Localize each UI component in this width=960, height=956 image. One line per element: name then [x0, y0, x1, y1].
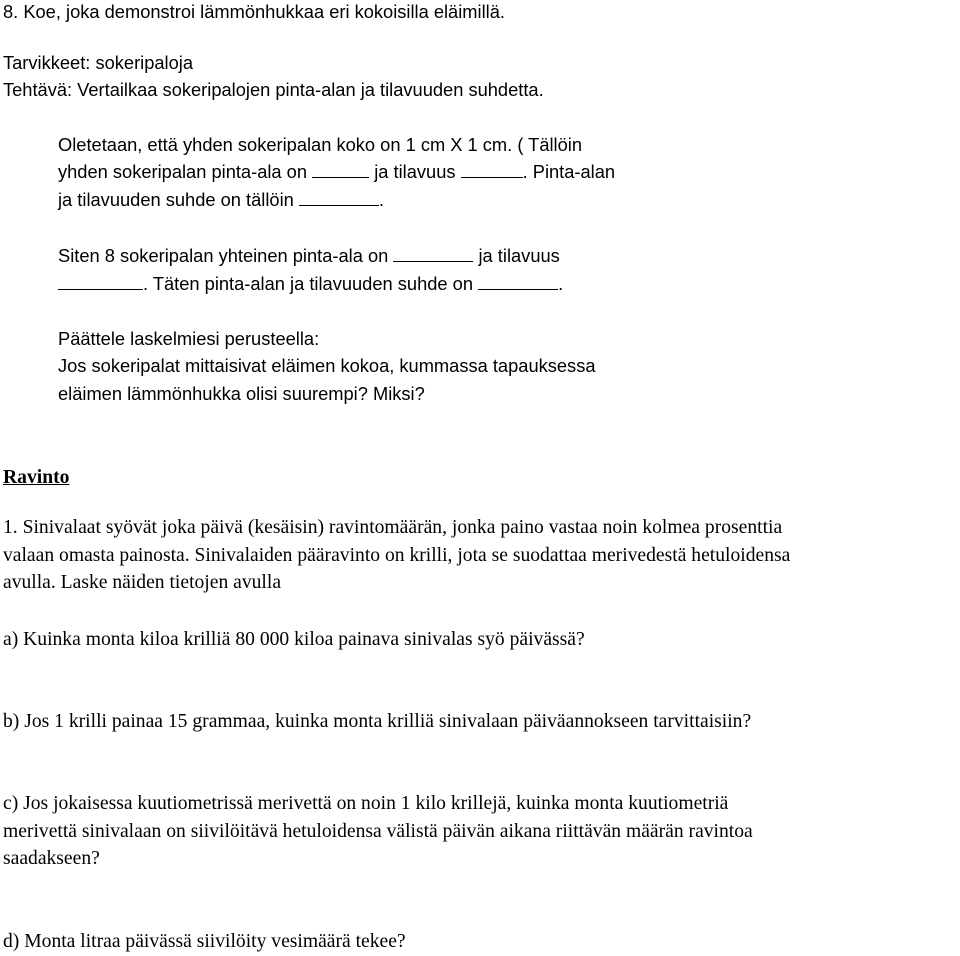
- conclusion-line-1: Päättele laskelmiesi perusteella:: [58, 328, 320, 349]
- cube-paragraph-line-1: Oletetaan, että yhden sokeripalan koko on 1 cm X 1 cm. ( Tällöin: [58, 134, 583, 155]
- answer-blank-8-ratio[interactable]: [478, 271, 558, 290]
- answer-blank-area[interactable]: [312, 159, 369, 178]
- answer-blank-8-area[interactable]: [393, 243, 473, 262]
- answer-blank-8-volume[interactable]: [58, 271, 143, 290]
- question-c-line-2: merivettä sinivalaan on siivilöitävä hetuloidensa välistä päivän aikana riittävän määrän ravintoa: [3, 821, 753, 842]
- ravinto-intro-line-2: valaan omasta painosta. Sinivalaiden pääravinto on krilli, jota se suodattaa merivedestä hetuloidensa: [3, 545, 791, 566]
- cube-ratio-label: ja tilavuuden suhde on tällöin: [58, 189, 294, 210]
- answer-blank-volume[interactable]: [461, 159, 523, 178]
- eight-cubes-ratio-text: . Täten pinta-alan ja tilavuuden suhde on: [143, 273, 473, 294]
- answer-blank-ratio[interactable]: [299, 187, 379, 206]
- question-c-line-1: c) Jos jokaisessa kuutiometrissä merivettä on noin 1 kilo krillejä, kuinka monta kuutiometriä: [3, 793, 729, 814]
- cube-paragraph-line-3: [58, 186, 384, 213]
- task-8-title: 8. Koe, joka demonstroi lämmönhukkaa eri kokoisilla eläimillä.: [3, 1, 505, 22]
- ravinto-intro-line-3: avulla. Laske näiden tietojen avulla: [3, 572, 282, 593]
- cube-paragraph-line-2: [58, 158, 615, 185]
- materials-line: Tarvikkeet: sokeripaloja: [3, 52, 194, 73]
- question-a: a) Kuinka monta kiloa krilliä 80 000 kiloa painava sinivalas syö päivässä?: [3, 629, 585, 650]
- eight-cubes-line-2: [58, 270, 563, 297]
- question-b: b) Jos 1 krilli painaa 15 grammaa, kuinka monta krilliä sinivalaan päiväannokseen tarvittaisiin?: [3, 711, 752, 732]
- eight-cubes-volume-text: ja tilavuus: [478, 245, 560, 266]
- conclusion-line-2: Jos sokeripalat mittaisivat eläimen kokoa, kummassa tapauksessa: [58, 355, 596, 376]
- period: .: [558, 273, 564, 294]
- question-d: d) Monta litraa päivässä siivilöity vesimäärä tekee?: [3, 931, 406, 952]
- cube-ratio-text: . Pinta-alan: [522, 161, 616, 182]
- period: .: [378, 189, 384, 210]
- conclusion-line-3: eläimen lämmönhukka olisi suurempi? Miksi?: [58, 383, 425, 404]
- task-description: Tehtävä: Vertailkaa sokeripalojen pinta-alan ja tilavuuden suhdetta.: [3, 79, 544, 100]
- ravinto-intro-line-1: 1. Sinivalaat syövät joka päivä (kesäisin) ravintomäärän, jonka paino vastaa noin kolmea prosenttia: [3, 517, 783, 538]
- question-c-line-3: saadakseen?: [3, 848, 100, 869]
- cube-volume-text: ja tilavuus: [374, 161, 456, 182]
- eight-cubes-line-1: [58, 242, 560, 269]
- section-heading-ravinto: Ravinto: [3, 467, 70, 488]
- cube-area-text: yhden sokeripalan pinta-ala on: [58, 161, 308, 182]
- eight-cubes-area-text: Siten 8 sokeripalan yhteinen pinta-ala on: [58, 245, 389, 266]
